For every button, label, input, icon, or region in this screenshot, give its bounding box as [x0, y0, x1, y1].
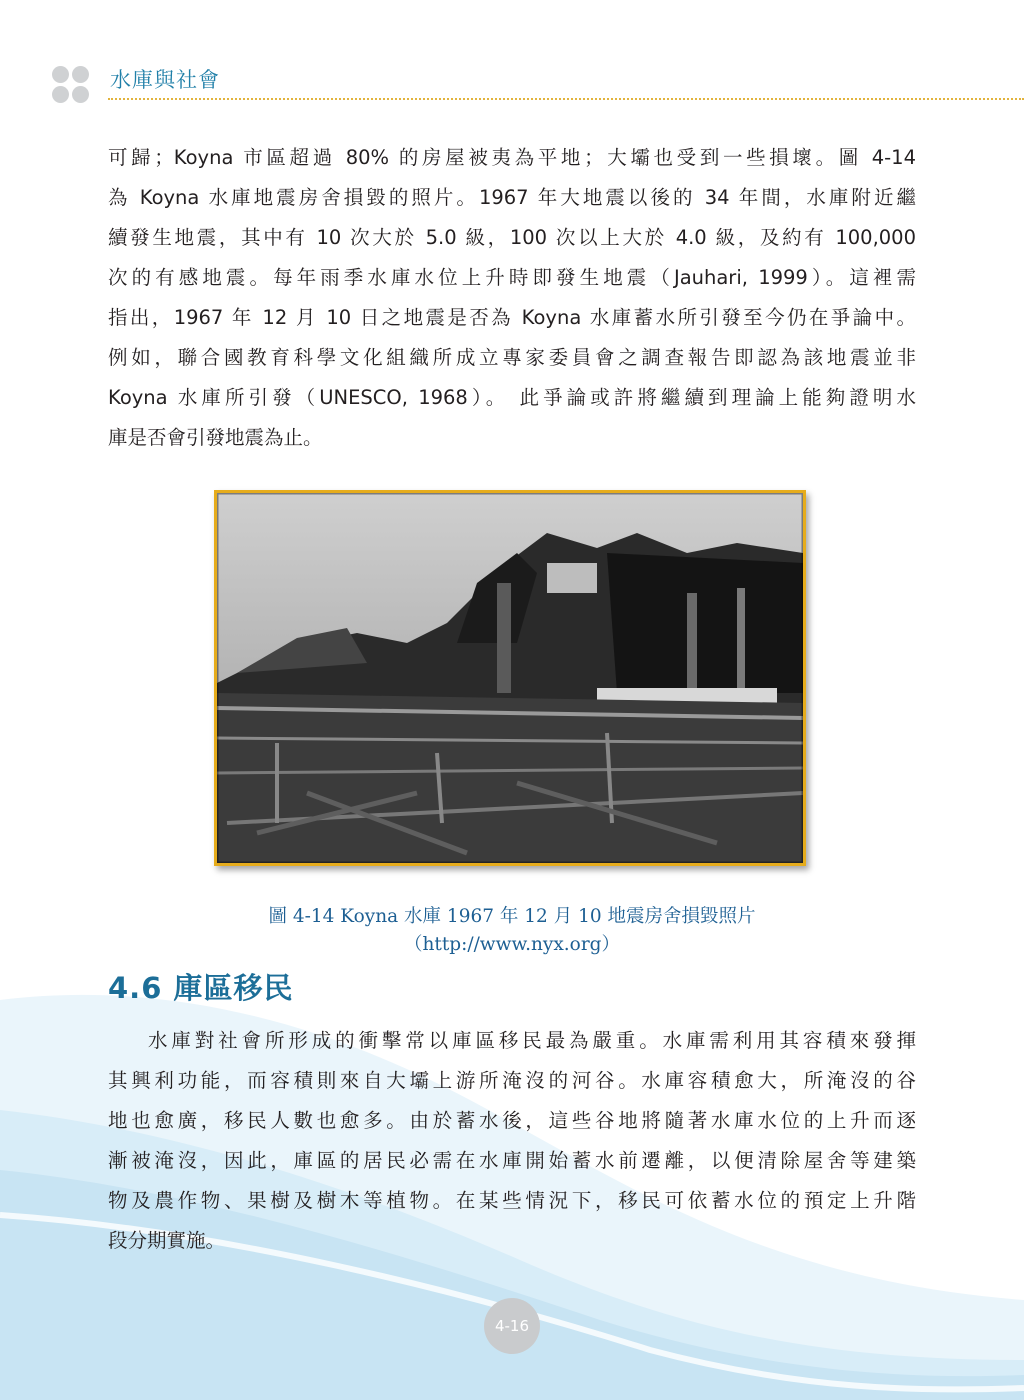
header-dots-icon [52, 66, 96, 106]
figure-source: （http://www.nyx.org） [403, 934, 621, 955]
paragraph-2 [108, 1021, 916, 1261]
paragraph-line: 例如，聯合國教育科學文化組織所成立專家委員會之調查報告即認為該地震並非 [108, 346, 916, 369]
paragraph-line: 庫是否會引發地震為止。 [108, 426, 323, 449]
header-divider [108, 98, 1024, 100]
paragraph-1 [108, 138, 916, 458]
section-title: 4.6 庫區移民 [108, 971, 294, 1005]
figure-caption: 圖 4-14 Koyna 水庫 1967 年 12 月 10 地震房舍損毀照片 [268, 906, 756, 927]
paragraph-line: 其興利功能，而容積則來自大壩上游所淹沒的河谷。水庫容積愈大，所淹沒的谷 [108, 1069, 916, 1092]
paragraph-line: 水庫對社會所形成的衝擊常以庫區移民最為嚴重。水庫需利用其容積來發揮 [148, 1029, 916, 1052]
paragraph-line: 地也愈廣，移民人數也愈多。由於蓄水後，這些谷地將隨著水庫水位的上升而逐 [108, 1109, 916, 1132]
paragraph-line: 物及農作物、果樹及樹木等植物。在某些情況下，移民可依蓄水位的預定上升階 [108, 1189, 916, 1212]
paragraph-line: 可歸；Koyna 市區超過 80% 的房屋被夷為平地；大壩也受到一些損壞。圖 4-14 [108, 146, 916, 169]
paragraph-line: 指出，1967 年 12 月 10 日之地震是否為 Koyna 水庫蓄水所引發至今仍在爭論中。 [108, 306, 916, 329]
paragraph-line: 段分期實施。 [108, 1229, 226, 1252]
page-number-badge: 4-16 [484, 1298, 540, 1354]
header-title: 水庫與社會 [110, 68, 220, 92]
paragraph-line: 為 Koyna 水庫地震房舍損毀的照片。1967 年大地震以後的 34 年間，水庫附近繼 [108, 186, 916, 209]
paragraph-line: Koyna 水庫所引發（UNESCO, 1968）。 此爭論或許將繼續到理論上能夠證明水 [108, 386, 916, 409]
paragraph-line: 次的有感地震。每年雨季水庫水位上升時即發生地震（Jauhari, 1999）。這裡需 [108, 266, 916, 289]
running-header [52, 58, 1024, 108]
paragraph-line: 漸被淹沒，因此，庫區的居民必需在水庫開始蓄水前遷離，以便清除屋舍等建築 [108, 1149, 916, 1172]
paragraph-line: 續發生地震，其中有 10 次大於 5.0 級，100 次以上大於 4.0 級，及約有 100,000 [108, 226, 916, 249]
earthquake-damage-photo [214, 490, 806, 866]
